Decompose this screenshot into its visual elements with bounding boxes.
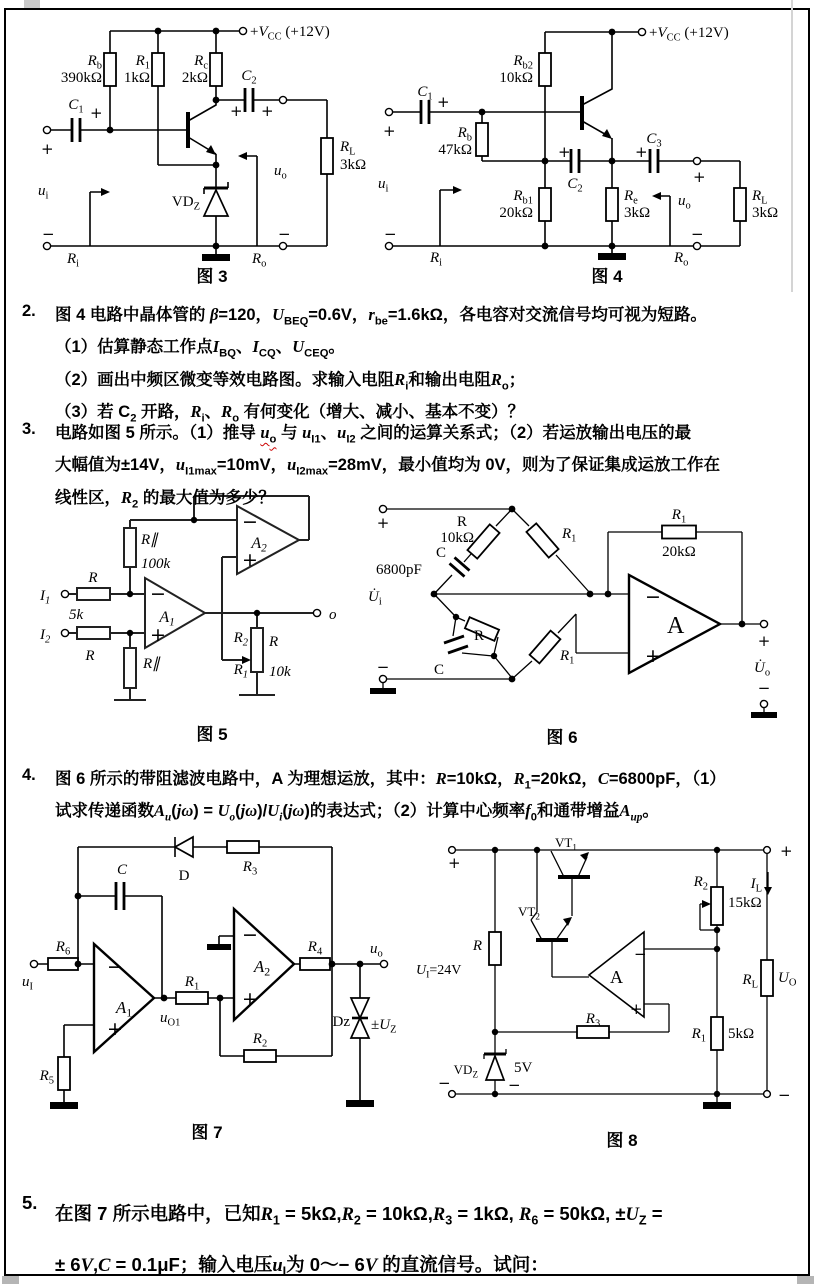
question-2-line-2: （1）估算静态工作点$I_{BQ}$、$I_{CQ}$、$U_{CEQ}$。 — [55, 337, 345, 360]
fig3-rc-label: $R_c$ — [194, 53, 208, 72]
question-3 — [20, 420, 802, 517]
fig5-a2-label: $A_2$ — [251, 535, 267, 555]
fig4-c2-label: $C_2$ — [567, 176, 583, 195]
fig3-vdz-label: $VD_Z$ — [171, 194, 200, 213]
question-4-number: 4. — [22, 766, 36, 784]
fig3-rc-value: 2kΩ — [181, 70, 208, 86]
fig3-r1-value: 1kΩ — [123, 70, 150, 86]
fig5-wiper-arrow — [242, 656, 251, 664]
figure-7-circuit — [12, 832, 404, 1144]
fig3-vcc-label: $+V_{CC}$ (+12V) — [250, 24, 330, 43]
fig5-a2-plus: + — [242, 549, 258, 571]
question-2-number: 2. — [22, 302, 36, 320]
fig8-r-label: R — [472, 938, 482, 954]
fig6-resistor-r1-feedback — [662, 526, 696, 539]
fig7-a1-label: $A_1$ — [115, 998, 133, 1020]
fig4-capacitor-c2 — [571, 149, 579, 173]
fig7-resistor-r3 — [227, 841, 259, 853]
question-2-line-1: 图 4 电路中晶体管的 β=120，$U_{BEQ}=0.6V$，$r_{be}=1.6k\Omega$，各电容对交流信号均可视为短路。 — [55, 305, 707, 328]
fig7-a2-plus: + — [242, 988, 258, 1010]
fig3-c1-plus: + — [90, 104, 103, 122]
fig3-r1-label: $R_1$ — [135, 53, 150, 72]
fig8-transistor-vt1 — [551, 851, 590, 877]
fig4-rb2-label: $R_{b2}$ — [513, 53, 533, 72]
fig3-ui-label: $u_i$ — [38, 183, 49, 202]
fig4-c1-plus: + — [437, 93, 450, 111]
fig4-input-minus: − — [384, 225, 397, 243]
fig5-a1-minus: − — [150, 583, 166, 605]
fig4-c3-label: $C_3$ — [646, 131, 662, 150]
question-5-line-2: ± 6V,C = 0.1μF；输入电压$u_I$为 0～− 6V 的直流信号。试问： — [55, 1253, 549, 1279]
fig8-opamp-label: A — [610, 967, 623, 987]
question-2-line-4: （3）若 $C_2$ 开路，$R_i$、$R_o$ 有何变化（增大、减小、基本不变）？ — [55, 401, 525, 425]
fig4-re-label: $R_e$ — [624, 188, 638, 207]
fig4-caption: 图 4 — [591, 267, 623, 286]
fig5-components — [61, 506, 320, 688]
fig7-output-terminal — [380, 960, 387, 967]
fig7-resistor-r4 — [300, 958, 330, 970]
fig7-ui-label: $u_I$ — [22, 974, 33, 993]
fig5-potentiometer — [251, 628, 263, 672]
fig4-resistor-rb2 — [539, 53, 551, 86]
fig6-opamp-plus: + — [645, 645, 661, 667]
fig7-input-terminal — [30, 960, 37, 967]
fig8-5v-label: 5V — [514, 1060, 533, 1076]
fig4-ri-label: $R_i$ — [430, 250, 443, 269]
fig5-r2-label: $R_2$ — [233, 630, 248, 649]
fig3-resistor-rc — [210, 53, 222, 86]
fig3-transistor — [188, 100, 216, 165]
fig3-rl-value: 3kΩ — [340, 157, 367, 173]
fig3-c2-label: $C_2$ — [241, 68, 257, 87]
fig5-resistor-r-bottom — [77, 627, 110, 639]
figure-4-circuit — [372, 8, 812, 286]
fig8-uo-label: $U_O$ — [778, 970, 797, 989]
fig6-output-plus: + — [757, 632, 771, 650]
fig4-rb1-value: 20kΩ — [499, 205, 533, 221]
fig4-capacitor-c1 — [421, 100, 429, 124]
fig3-ground — [202, 254, 230, 261]
fig5-a2-minus: − — [242, 511, 258, 533]
fig8-resistor-r — [489, 932, 501, 965]
fig8-potentiometer-r2 — [711, 887, 723, 925]
fig8-input-plus: + — [448, 854, 461, 872]
fig3-input-terminal — [43, 126, 50, 133]
fig5-caption: 图 5 — [196, 725, 228, 744]
fig6-ground-right — [751, 712, 777, 718]
question-3-line-1: 电路如图 5 所示。（1）推导 $u_o$ 与 $u_{I1}$、$u_{I2}$ 之间的运算关系式；（2）若运放输出电压的最 — [55, 423, 692, 446]
fig5-resistor-r-top — [77, 588, 110, 600]
fig8-resistor-r1 — [711, 1017, 723, 1050]
fig8-labels — [416, 835, 797, 1150]
fig5-input2-terminal — [61, 629, 68, 636]
fig6-r1-feedback-label: $R_1$ — [671, 507, 687, 526]
fig3-input-gnd-terminal — [43, 242, 50, 249]
question-3-line-3: 线性区，$R_2$ 的最大值为多少？ — [55, 487, 275, 510]
figure-3-circuit — [12, 8, 382, 286]
figure-8-circuit — [412, 832, 812, 1154]
fig3-capacitor-c2 — [245, 88, 253, 112]
fig5-r-top-label: R — [88, 570, 98, 586]
question-2 — [20, 302, 802, 431]
fig4-c2-plus: + — [558, 143, 571, 161]
fig6-r1-upper-label: $R_1$ — [562, 526, 577, 545]
fig8-caption: 图 8 — [606, 1131, 638, 1150]
fig4-rb1-label: $R_{b1}$ — [513, 188, 533, 207]
fig3-ri-label: $R_i$ — [67, 251, 80, 270]
fig4-wires — [393, 32, 741, 246]
fig4-capacitor-c3 — [650, 149, 658, 173]
fig4-re-value: 3kΩ — [624, 205, 651, 221]
fig4-c3-plus: + — [635, 143, 648, 161]
fig5-resistor-rpar-top — [124, 528, 136, 567]
fig7-ground-a2 — [207, 944, 231, 950]
fig3-capacitor-c1 — [72, 118, 80, 142]
fig5-r1-label: $R_1$ — [233, 662, 248, 681]
fig3-rb-label: $R_b$ — [87, 53, 102, 72]
fig3-c2-plus-right: + — [261, 102, 274, 120]
fig3-input-plus: + — [41, 140, 54, 158]
fig4-ground — [598, 253, 626, 260]
fig8-output-minus: − — [778, 1086, 791, 1104]
question-3-line-2: 大幅值为±14V，$u_{I1max}=10mV$，$u_{I2max}=28mV$，最小值均为 0V，则为了保证集成运放工作在 — [55, 455, 721, 478]
fig4-ri-arrow — [453, 186, 462, 194]
fig8-vdz-label: $VD_Z$ — [453, 1062, 478, 1080]
fig8-opamp-minus: − — [634, 945, 647, 963]
fig3-output-gnd-terminal — [279, 242, 286, 249]
fig5-10k-label: 10k — [269, 664, 291, 680]
fig6-resistor-r1-lower — [530, 631, 561, 664]
fig8-input-plus-terminal — [449, 847, 456, 854]
fig5-resistor-rpar-bottom — [124, 648, 136, 688]
fig7-c-label: C — [116, 862, 128, 878]
fig7-a1-plus: + — [107, 1018, 123, 1040]
fig6-r-lower-label: R — [474, 628, 485, 644]
fig6-input-plus: + — [376, 514, 390, 532]
fig4-input-plus: + — [383, 122, 396, 140]
fig5-5k-label: 5k — [69, 607, 84, 623]
fig7-uo1-label: $u_{O1}$ — [160, 1010, 181, 1029]
figure-5-circuit — [22, 490, 372, 762]
fig8-vt1-label: $VT_1$ — [555, 835, 577, 853]
fig3-ro-arrow — [238, 152, 247, 160]
fig4-input-terminal — [385, 108, 392, 115]
fig4-ro-arrow — [652, 192, 661, 200]
fig4-rl-value: 3kΩ — [752, 205, 779, 221]
fig3-caption: 图 3 — [196, 267, 228, 286]
fig3-vcc-terminal — [239, 27, 246, 34]
fig6-input-minus: − — [376, 658, 390, 676]
fig7-ground-dz — [346, 1100, 374, 1107]
fig7-caption: 图 7 — [191, 1123, 223, 1142]
fig6-output-terminal — [760, 620, 767, 627]
question-5 — [20, 1192, 802, 1284]
fig5-rpar-bottom-label: R∥ — [143, 656, 160, 672]
fig3-rl-label: $R_L$ — [340, 139, 356, 158]
fig3-resistor-r1 — [152, 53, 164, 86]
fig4-output-terminal — [693, 157, 700, 164]
fig7-wires — [38, 847, 381, 1102]
fig7-r5-label: $R_5$ — [39, 1068, 54, 1087]
fig5-output-terminal — [313, 609, 320, 616]
fig7-r6-label: $R_6$ — [55, 939, 71, 958]
fig5-a1-label: $A_1$ — [159, 609, 175, 629]
question-3-number: 3. — [22, 420, 36, 438]
fig7-d-label: D — [178, 868, 190, 884]
fig6-capacitor-c-lower — [444, 636, 468, 653]
fig4-rb-value: 47kΩ — [438, 142, 472, 158]
fig8-il-arrow — [764, 887, 772, 895]
fig4-output-gnd-terminal — [693, 242, 700, 249]
fig8-resistor-r3 — [577, 1026, 609, 1038]
fig8-r2-wiper-arrow — [702, 900, 711, 908]
fig7-capacitor-c — [116, 882, 124, 910]
fig7-r3-label: $R_3$ — [242, 859, 258, 878]
fig4-resistor-re — [606, 188, 618, 221]
fig8-r1-label: $R_1$ — [691, 1026, 706, 1045]
fig8-ground — [703, 1102, 731, 1109]
fig6-resistor-r1-upper — [526, 523, 558, 557]
fig8-r1-value: 5kΩ — [728, 1026, 755, 1042]
fig7-zener-pair-dz — [351, 998, 369, 1038]
fig4-c1-label: $C_1$ — [417, 84, 433, 103]
fig4-resistor-rb1 — [539, 188, 551, 221]
fig5-i2-label: $I_2$ — [40, 627, 51, 646]
fig5-i1-label: $I_1$ — [40, 588, 51, 607]
question-4-line-2: 试求传递函数$A_u(j\omega) = U_o(j\omega)/U_i(j\omega)$的表达式；（2）计算中心频率$f_0$和通带增益$A_{up}$。 — [55, 801, 659, 824]
fig5-output-label: o — [329, 607, 337, 623]
fig8-zener-vdz — [484, 1049, 506, 1080]
fig3-output-minus: − — [278, 225, 291, 243]
fig3-c1-label: $C_1$ — [68, 97, 84, 116]
fig5-rpar-top-label: R∥ — [141, 532, 158, 548]
fig6-r1-feedback-value: 20kΩ — [662, 544, 696, 560]
fig8-opamp-plus: + — [630, 1000, 643, 1018]
fig7-uo-label: $u_o$ — [370, 941, 383, 960]
fig6-c-lower-label: C — [433, 662, 444, 678]
question-5-number: 5. — [22, 1192, 38, 1213]
fig4-rb-label: $R_b$ — [457, 125, 472, 144]
fig6-r-label: R — [456, 514, 467, 530]
fig7-a2-minus: − — [242, 924, 258, 946]
fig6-output-gnd-terminal — [760, 700, 767, 707]
fig5-a1-plus: + — [150, 624, 166, 646]
fig3-ro-label: $R_o$ — [252, 251, 267, 270]
fig4-rl-label: $R_L$ — [752, 188, 768, 207]
fig4-transistor — [582, 32, 612, 161]
fig5-100k-label: 100k — [141, 556, 171, 572]
fig4-resistor-rl — [734, 188, 746, 221]
fig4-vcc-terminal — [638, 28, 645, 35]
fig8-r2-value: 15kΩ — [728, 895, 762, 911]
fig6-ui-label: $U̇_i$ — [368, 589, 382, 608]
fig4-resistor-rb — [476, 123, 488, 156]
fig8-rl-label: $R_L$ — [742, 972, 758, 991]
fig8-vt2-label: $VT_2$ — [518, 904, 540, 922]
scan-artifact-top — [24, 0, 40, 8]
fig8-ui-value: $U_I=24V$ — [416, 963, 462, 981]
fig6-input-minus-terminal — [379, 675, 386, 682]
fig3-output-terminal — [279, 96, 286, 103]
question-2-line-3: （2）画出中频区微变等效电路图。求输入电阻$R_i$和输出电阻$R_o$； — [55, 369, 526, 392]
fig3-uo-label: $u_o$ — [274, 163, 287, 182]
fig3-input-minus: − — [42, 225, 55, 243]
fig4-ui-label: $u_i$ — [378, 176, 389, 195]
question-5-line-1: 在图 7 所示电路中，已知$R_1 = 5k\Omega,R_2 = 10k\Omega,R_3 = 1k\Omega$, $R_6 = 50k\Omega$, $\pm U_Z$ = — [55, 1203, 663, 1228]
fig6-caption: 图 6 — [546, 728, 578, 747]
fig6-capacitor-c-upper — [450, 557, 470, 576]
fig5-r-bottom-label: R — [85, 648, 95, 664]
fig3-ri-arrow — [101, 188, 110, 196]
fig5-input1-terminal — [61, 590, 68, 597]
fig7-ground-r5 — [50, 1102, 78, 1109]
fig7-diode-d — [175, 837, 193, 857]
fig6-ground-left — [370, 688, 396, 694]
fig6-output-minus: − — [757, 679, 771, 697]
fig4-uo-label: $u_o$ — [678, 193, 691, 212]
fig7-dz-label: Dz — [332, 1014, 350, 1030]
fig6-uo-label: $U̇_o$ — [754, 660, 771, 679]
fig8-output-minus-terminal — [764, 1091, 771, 1098]
fig4-rb2-value: 10kΩ — [499, 70, 533, 86]
fig3-rb-value: 390kΩ — [60, 70, 102, 86]
fig7-r1-label: $R_1$ — [184, 974, 200, 993]
fig8-inner-minus: − — [508, 1076, 521, 1094]
figure-6-circuit — [362, 480, 792, 762]
fig6-opamp-minus: − — [645, 586, 661, 608]
fig3-c2-plus-left: + — [230, 102, 243, 120]
fig7-resistor-r5 — [58, 1057, 70, 1090]
fig6-c-value: 6800pF — [376, 562, 422, 578]
fig7-a2-label: $A_2$ — [253, 957, 271, 979]
fig8-output-plus: + — [780, 842, 793, 860]
fig7-uz-label: $\pm U_Z$ — [371, 1017, 397, 1036]
fig4-output-plus: + — [693, 168, 706, 186]
fig3-zener-diode — [204, 182, 228, 216]
fig4-vcc-label: $+V_{CC}$ (+12V) — [649, 25, 729, 44]
fig6-opamp-label: A — [667, 613, 685, 639]
fig3-resistor-rb — [104, 53, 116, 86]
fig5-rpot-label: R — [269, 634, 279, 650]
fig4-ro-label: $R_o$ — [674, 250, 689, 269]
fig8-r2-label: $R_2$ — [693, 874, 708, 893]
fig6-c-label: C — [435, 545, 446, 561]
fig7-resistor-r1 — [176, 992, 208, 1004]
fig6-r1-lower-label: $R_1$ — [560, 648, 575, 667]
fig8-r3-label: $R_3$ — [585, 1011, 601, 1030]
fig7-r4-label: $R_4$ — [307, 939, 323, 958]
fig8-output-plus-terminal — [764, 847, 771, 854]
fig4-output-minus: − — [691, 225, 704, 243]
scan-artifact-bottom-left — [2, 1276, 19, 1284]
fig3-resistor-rl — [321, 138, 333, 174]
fig7-a1-minus: − — [107, 956, 123, 978]
question-4-line-1: 图 6 所示的带阻滤波电路中，A 为理想运放，其中：R=10kΩ，$R_1=20k\Omega$，C=6800pF，（1） — [55, 769, 726, 792]
fig4-input-gnd-terminal — [385, 242, 392, 249]
fig8-input-minus: − — [438, 1074, 451, 1092]
question-4 — [20, 766, 802, 831]
fig6-r-value: 10kΩ — [440, 530, 474, 546]
fig8-il-label: $I_L$ — [750, 876, 762, 895]
fig8-resistor-rl — [761, 960, 773, 996]
fig7-resistor-r2 — [244, 1050, 276, 1062]
fig7-resistor-r6 — [48, 958, 78, 970]
fig7-components — [30, 837, 387, 1109]
fig7-r2-label: $R_2$ — [252, 1031, 268, 1050]
